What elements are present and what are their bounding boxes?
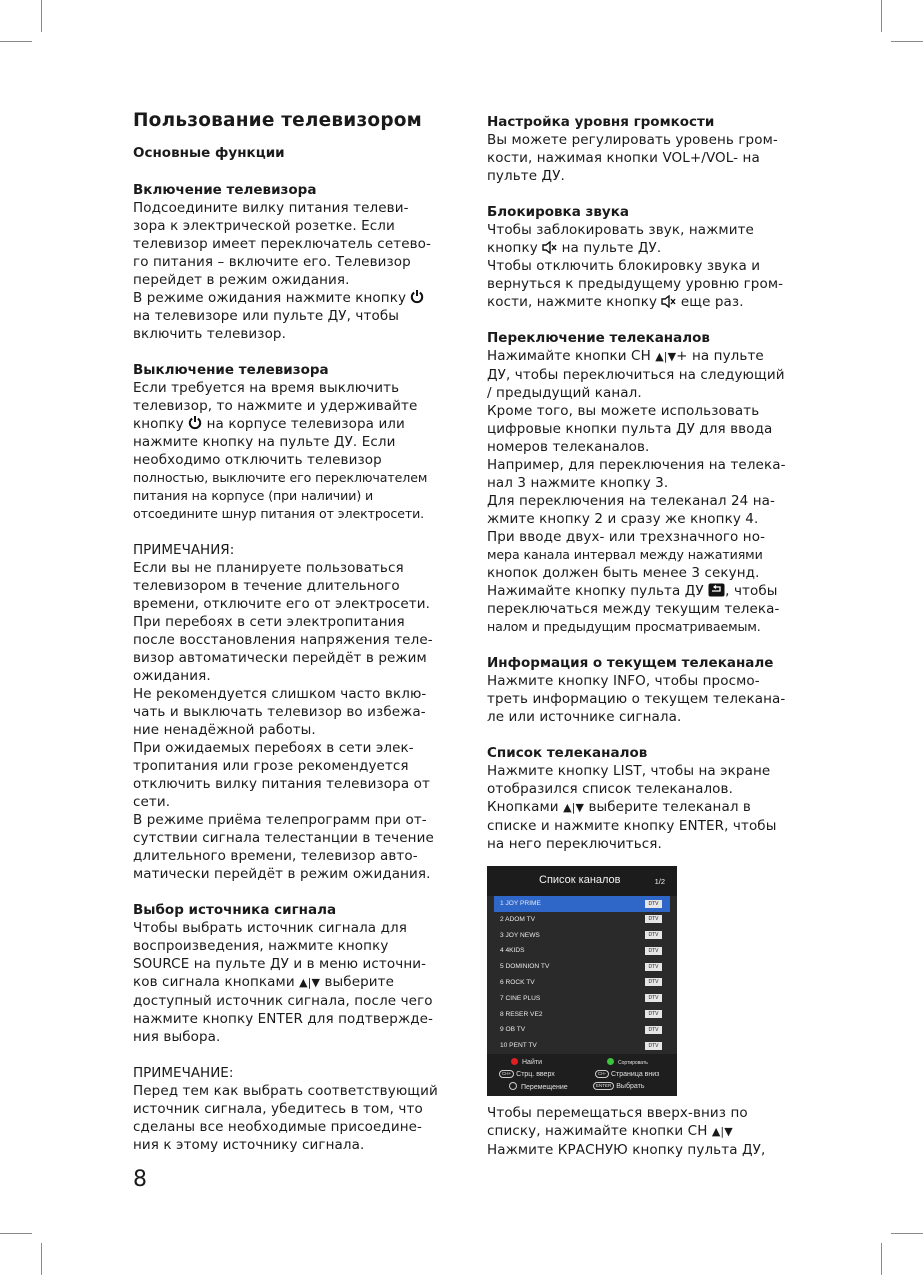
dtv-badge: DTV	[645, 978, 662, 986]
text-line: SOURCE на пульте ДУ и в меню источни-	[133, 956, 427, 972]
text-line: сети.	[133, 794, 171, 810]
text-line: нал 3 нажмите кнопку 3.	[487, 475, 669, 491]
spacer	[487, 185, 822, 203]
text-line: времени, отключите его от электросети.	[133, 596, 430, 612]
spacer	[487, 311, 822, 329]
enter-key-icon: ENTER	[593, 1082, 614, 1090]
channel-list-title: Список каналов	[539, 874, 621, 886]
find-hint	[511, 1058, 542, 1066]
crop-mark	[891, 41, 923, 42]
text-line	[133, 973, 468, 992]
text-line	[487, 582, 822, 600]
channel-row[interactable]	[494, 943, 670, 959]
text-line: необходимо отключить телевизор	[133, 452, 382, 468]
navigation-ring-icon	[509, 1082, 517, 1090]
text-span: + на пульте	[676, 348, 764, 364]
note-heading: ПРИМЕЧАНИЕ:	[133, 1065, 234, 1081]
text-line: ние ненадёжной работы.	[133, 722, 316, 738]
channel-row[interactable]	[494, 991, 670, 1007]
text-line: зора к электрической розетке. Если	[133, 218, 395, 234]
channel-list-page: 1/2	[654, 877, 665, 886]
after-image-text	[487, 1104, 822, 1159]
text-span: кнопку	[133, 416, 184, 432]
text-line: Чтобы заблокировать звук, нажмите	[487, 222, 754, 238]
dtv-badge: DTV	[645, 915, 662, 923]
text-line: треть информацию о текущем телекана-	[487, 691, 786, 707]
text-line: источник сигнала, убедитесь в том, что	[133, 1101, 423, 1117]
text-line: телевизор, то нажмите и удерживайте	[133, 398, 418, 414]
channels-heading: Переключение телеканалов	[487, 330, 710, 346]
channel-row[interactable]	[494, 912, 670, 928]
text-line: чать и выключать телевизор во избежа-	[133, 704, 426, 720]
text-span: выберите телеканал в	[588, 799, 751, 815]
text-line: отсоедините шнур питания от электросети.	[133, 506, 425, 521]
channel-label: 8 RESER VE2	[500, 1010, 543, 1018]
dtv-badge: DTV	[645, 1026, 662, 1034]
up-down-arrows-icon: ▲|▼	[299, 976, 321, 989]
channel-label: 6 ROCK TV	[500, 978, 535, 986]
channel-label: 5 DOMINION TV	[500, 963, 550, 971]
text-span: выберите	[324, 974, 395, 990]
text-line: переключаться между текущим телека-	[487, 601, 780, 617]
text-line: налом и предыдущим просматриваемым.	[487, 619, 761, 634]
power-off-heading: Выключение телевизора	[133, 362, 329, 378]
channel-row[interactable]	[494, 1022, 670, 1038]
move-hint	[509, 1082, 568, 1091]
text-span: ков сигнала кнопками	[133, 974, 295, 990]
page-up-hint	[499, 1070, 555, 1078]
dtv-badge: DTV	[645, 931, 662, 939]
text-line: ле или источнике сигнала.	[487, 709, 682, 725]
text-line: перейдет в режим ожидания.	[133, 272, 350, 288]
text-line: ния выбора.	[133, 1029, 221, 1045]
text-line: на телевизоре или пульте ДУ, чтобы	[133, 308, 399, 324]
hint-label: Стрц. вверх	[516, 1071, 555, 1078]
text-line	[487, 347, 822, 366]
text-span: В режиме ожидания нажмите кнопку	[133, 290, 407, 306]
text-line: визор автоматически перейдёт в режим	[133, 650, 427, 666]
left-column	[133, 110, 468, 1154]
text-line: включить телевизор.	[133, 326, 286, 342]
channel-row[interactable]	[494, 896, 670, 912]
text-line: кнопок должен быть менее 3 секунд.	[487, 565, 760, 581]
text-line	[487, 1122, 822, 1141]
channel-label: 3 JOY NEWS	[500, 931, 540, 939]
text-line: Нажмите КРАСНУЮ кнопку пульта ДУ,	[487, 1142, 766, 1158]
text-span: Нажимайте кнопку пульта ДУ	[487, 583, 704, 599]
right-column	[487, 113, 822, 853]
channel-label: 4 4KIDS	[500, 947, 525, 955]
text-line: доступный источник сигнала, после чего	[133, 993, 433, 1009]
text-line: ния к этому источнику сигнала.	[133, 1137, 365, 1153]
text-line: сделаны все необходимые присоедине-	[133, 1119, 422, 1135]
list-heading: Список телеканалов	[487, 745, 648, 761]
channel-row[interactable]	[494, 1007, 670, 1023]
crop-mark	[881, 0, 882, 32]
text-line: списке и нажмите кнопку ENTER, чтобы	[487, 818, 777, 834]
text-line: В режиме приёма телепрограмм при от-	[133, 812, 427, 828]
text-line	[133, 415, 468, 433]
hint-label: Выбрать	[616, 1083, 645, 1090]
spacer	[133, 1046, 468, 1064]
text-line: телевизор имеет переключатель сетево-	[133, 236, 431, 252]
power-on-heading: Включение телевизора	[133, 182, 317, 198]
text-span: еще раз.	[680, 294, 744, 310]
mute-icon	[661, 295, 676, 308]
text-line: сутствии сигнала телестанции в течение	[133, 830, 434, 846]
text-line: При ожидаемых перебоях в сети элек-	[133, 740, 414, 756]
crop-mark	[0, 41, 32, 42]
text-line	[133, 289, 468, 307]
spacer	[133, 883, 468, 901]
crop-mark	[41, 1243, 42, 1275]
text-span: списку, нажимайте кнопки CH	[487, 1123, 708, 1139]
text-line: При вводе двух- или трехзначного но-	[487, 529, 766, 545]
text-line: Нажмите кнопку LIST, чтобы на экране	[487, 763, 771, 779]
text-line	[487, 798, 822, 817]
dtv-badge: DTV	[645, 1010, 662, 1018]
text-line: цифровые кнопки пульта ДУ для ввода	[487, 421, 773, 437]
text-line	[487, 293, 822, 311]
text-line	[487, 239, 822, 257]
dtv-badge: DTV	[645, 963, 662, 971]
text-line: Нажмите кнопку INFO, чтобы просмо-	[487, 673, 760, 689]
text-line: длительного времени, телевизор авто-	[133, 848, 418, 864]
text-span: кнопку	[487, 240, 538, 256]
text-line: Вы можете регулировать уровень гром-	[487, 132, 778, 148]
text-line: Чтобы выбрать источник сигнала для	[133, 920, 407, 936]
dtv-badge: DTV	[645, 947, 662, 955]
text-line: При перебоях в сети электропитания	[133, 614, 405, 630]
text-line: питания на корпусе (при наличии) и	[133, 488, 374, 503]
text-line: Для переключения на телеканал 24 на-	[487, 493, 776, 509]
text-span: Нажимайте кнопки CH	[487, 348, 651, 364]
page-down-hint	[595, 1070, 659, 1078]
red-button-icon	[511, 1058, 518, 1065]
text-line: ожидания.	[133, 668, 211, 684]
spacer	[487, 636, 822, 654]
sort-hint	[607, 1058, 648, 1066]
text-line: на него переключиться.	[487, 836, 662, 852]
text-line: Подсоедините вилку питания телеви-	[133, 200, 409, 216]
text-line: матически перейдёт в режим ожидания.	[133, 866, 431, 882]
crop-mark	[41, 0, 42, 32]
text-span: Кнопками	[487, 799, 559, 815]
text-line: Кроме того, вы можете использовать	[487, 403, 760, 419]
channel-row[interactable]	[494, 959, 670, 975]
crop-mark	[0, 1233, 32, 1234]
text-line: пульте ДУ.	[487, 168, 565, 184]
text-line: отключить вилку питания телевизора от	[133, 776, 430, 792]
crop-mark	[891, 1233, 923, 1234]
channel-list-footer	[487, 1054, 677, 1096]
hint-label: Перемещение	[521, 1084, 568, 1091]
dtv-badge: DTV	[645, 900, 662, 908]
up-down-arrows-icon: ▲|▼	[655, 350, 677, 363]
up-down-arrows-icon: ▲|▼	[711, 1125, 733, 1138]
mute-heading: Блокировка звука	[487, 204, 629, 220]
channel-list-screenshot	[487, 866, 677, 1096]
text-line: кости, нажимая кнопки VOL+/VOL- на	[487, 150, 760, 166]
text-line: Если вы не планируете пользоваться	[133, 560, 404, 576]
volume-heading: Настройка уровня громкости	[487, 114, 715, 130]
text-line: Перед тем как выбрать соответствующий	[133, 1083, 438, 1099]
text-line: воспроизведения, нажмите кнопку	[133, 938, 389, 954]
text-line: отобразился список телеканалов.	[487, 781, 733, 797]
info-heading: Информация о текущем телеканале	[487, 655, 774, 671]
section-subtitle: Основные функции	[133, 145, 285, 161]
power-icon	[188, 415, 202, 430]
select-hint	[593, 1082, 644, 1090]
channel-list	[494, 896, 670, 1054]
text-line: / предыдущий канал.	[487, 385, 642, 401]
text-line: тропитания или грозе рекомендуется	[133, 758, 409, 774]
green-button-icon	[607, 1058, 614, 1065]
power-icon	[410, 289, 424, 304]
text-line: Не рекомендуется слишком часто вклю-	[133, 686, 427, 702]
return-icon	[708, 583, 725, 597]
notes-heading: ПРИМЕЧАНИЯ:	[133, 542, 235, 558]
dtv-badge: DTV	[645, 1042, 662, 1050]
text-line: вернуться к предыдущему уровню гром-	[487, 276, 784, 292]
spacer	[133, 343, 468, 361]
hint-label: Найти	[522, 1059, 542, 1066]
ch-plus-key-icon: CH+	[499, 1070, 514, 1078]
channel-row[interactable]	[494, 975, 670, 991]
dtv-badge: DTV	[645, 994, 662, 1002]
channel-row[interactable]	[494, 928, 670, 944]
text-line: Если требуется на время выключить	[133, 380, 400, 396]
channel-label: 9 OB TV	[500, 1026, 526, 1034]
text-line: жмите кнопку 2 и сразу же кнопку 4.	[487, 511, 759, 527]
ch-minus-key-icon: CH-	[595, 1070, 609, 1078]
text-span: кости, нажмите кнопку	[487, 294, 658, 310]
text-line: после восстановления напряжения теле-	[133, 632, 433, 648]
spacer	[487, 726, 822, 744]
text-line: мера канала интервал между нажатиями	[487, 547, 763, 562]
text-span: , чтобы	[725, 583, 778, 599]
text-line: полностью, выключите его переключателем	[133, 470, 428, 485]
text-line: Чтобы отключить блокировку звука и	[487, 258, 761, 274]
hint-label: Страница вниз	[611, 1071, 660, 1078]
text-line: ДУ, чтобы переключиться на следующий	[487, 367, 785, 383]
channel-label: 1 JOY PRIME	[500, 900, 541, 907]
text-line: Чтобы перемещаться вверх-вниз по	[487, 1105, 748, 1121]
text-span: на корпусе телевизора или	[206, 416, 405, 432]
text-line: нажмите кнопку ENTER для подтвержде-	[133, 1011, 434, 1027]
channel-row[interactable]	[494, 1038, 670, 1054]
page-title: Пользование телевизором	[133, 110, 422, 131]
channel-label: 2 ADOM TV	[500, 915, 536, 923]
text-line: го питания – включите его. Телевизор	[133, 254, 411, 270]
text-line: номеров телеканалов.	[487, 439, 650, 455]
crop-mark	[881, 1243, 882, 1275]
hint-label: Сортировать	[618, 1060, 648, 1066]
source-heading: Выбор источника сигнала	[133, 902, 337, 918]
channel-label: 10 PENT TV	[500, 1042, 537, 1050]
mute-icon	[542, 241, 557, 254]
page-number: 8	[133, 1167, 147, 1192]
channel-label: 7 CINE PLUS	[500, 994, 541, 1002]
text-line: телевизором в течение длительного	[133, 578, 400, 594]
text-line: нажмите кнопку на пульте ДУ. Если	[133, 434, 396, 450]
text-line: Например, для переключения на телека-	[487, 457, 786, 473]
text-span: на пульте ДУ.	[561, 240, 662, 256]
spacer	[133, 523, 468, 541]
channel-list-header	[487, 866, 677, 896]
up-down-arrows-icon: ▲|▼	[563, 801, 585, 814]
